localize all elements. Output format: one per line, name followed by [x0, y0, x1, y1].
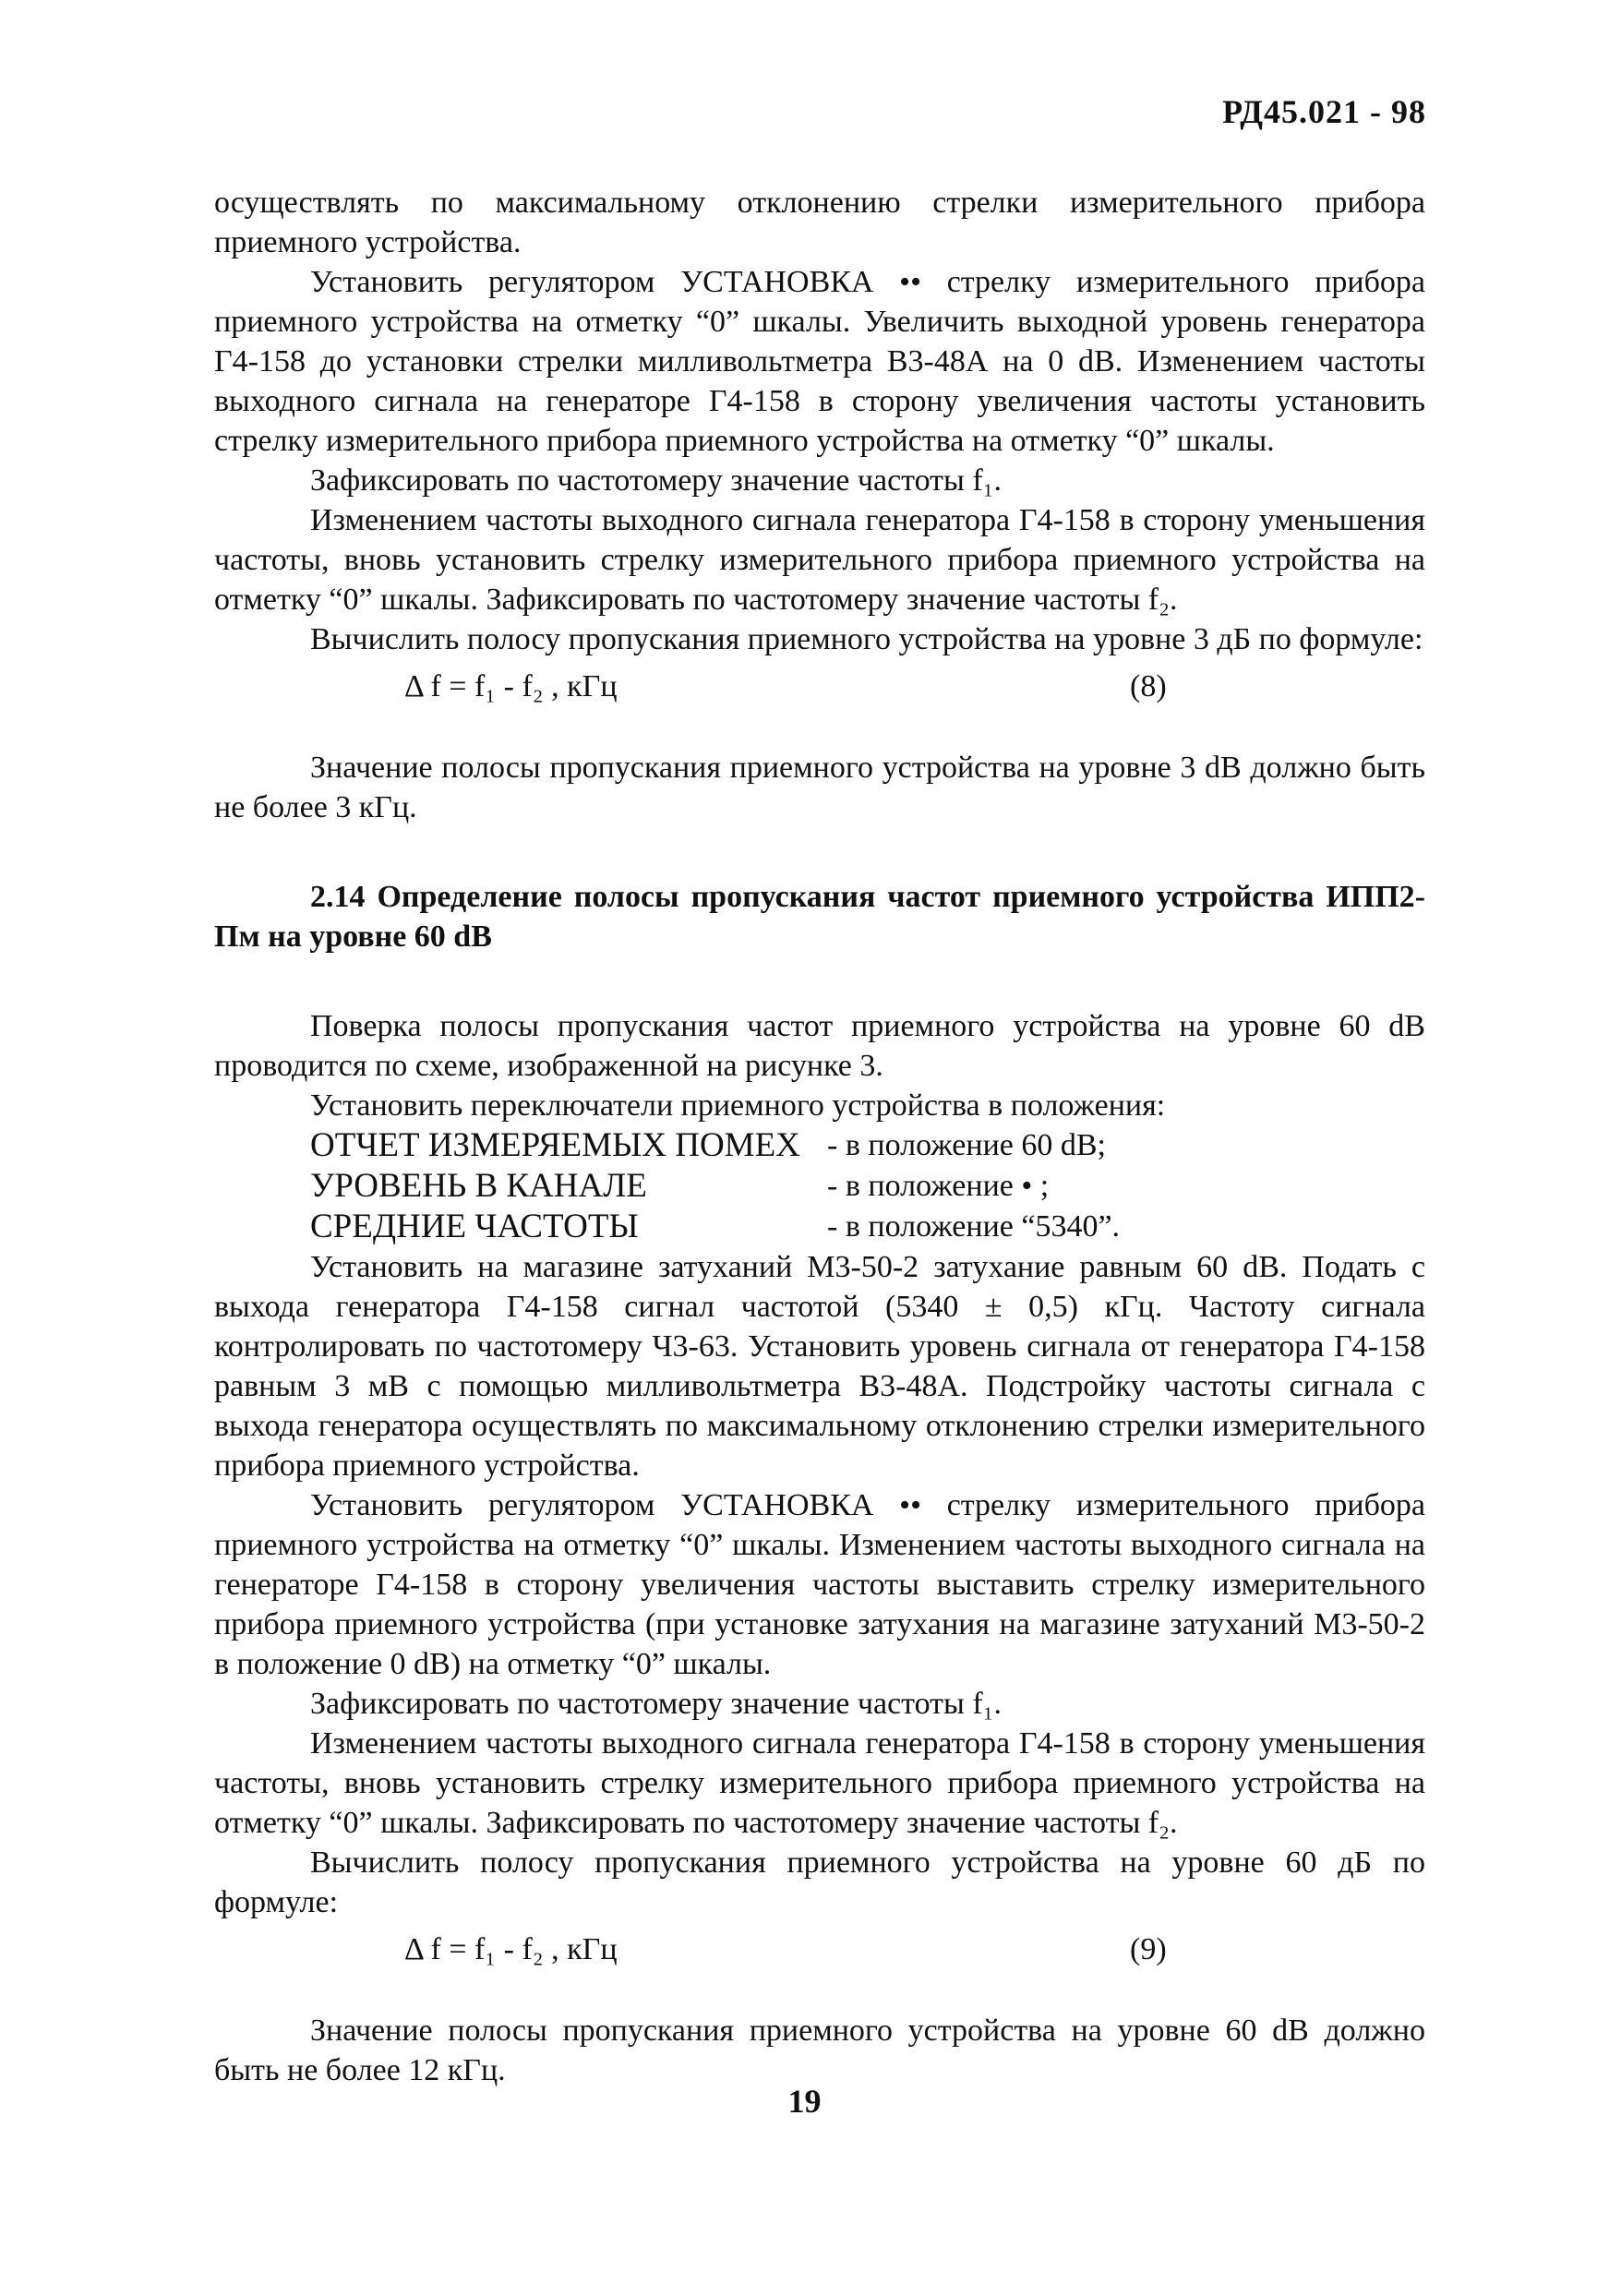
paragraph: Изменением частоты выходного сигнала генератора Г4-158 в сторону уменьшения частоты, вновь установить стрелку измерительного прибора приемного устройства на отметку “0” шкалы. Зафиксировать по частотомеру значение частоты f₂.: [214, 503, 1425, 617]
document-code: РД45.021 - 98: [1222, 93, 1426, 130]
formula-number: (9): [1130, 1932, 1167, 1966]
page-body: [214, 83, 1425, 2090]
paragraph: Изменением частоты выходного сигнала генератора Г4-158 в сторону уменьшения частоты, вновь установить стрелку измерительного прибора приемного устройства на отметку “0” шкалы. Зафиксировать по частотомеру значение частоты f₂.: [214, 1726, 1425, 1840]
switch-value: - в положение 60 dB;: [827, 1128, 1106, 1162]
section-heading: 2.14 Определение полосы пропускания частот приемного устройства ИПП2-Пм на уровне 60 dB: [214, 880, 1425, 954]
paragraph: Установить регулятором УСТАНОВКА •• стрелку измерительного прибора приемного устройства на отметку “0” шкалы. Изменением частоты выходного сигнала на генераторе Г4-158 в сторону увеличения частоты выставить стрелку измерительного прибора приемного устройства (при установке затухания на магазине затуханий М3-50-2 в положение 0 dB) на отметку “0” шкалы.: [214, 1488, 1425, 1681]
paragraph: Поверка полосы пропускания частот приемного устройства на уровне 60 dB проводится по схеме, изображенной на рисунке 3.: [214, 1009, 1425, 1083]
paragraph: Зафиксировать по частотомеру значение частоты f₁.: [310, 1687, 1002, 1721]
paragraph: Значение полосы пропускания приемного устройства на уровне 3 dB должно быть не более 3 кГц.: [214, 751, 1425, 824]
formula-expression: Δ f = f₁ - f₂ , кГц: [404, 1932, 618, 1966]
switch-value: - в положение “5340”.: [827, 1209, 1121, 1244]
paragraph: Установить на магазине затуханий М3-50-2 затухание равным 60 dB. Подать с выхода генератора Г4-158 сигнал частотой (5340 ± 0,5) кГц. Частоту сигнала контролировать по частотомеру Ч3-63. Установить уровень сигнала от генератора Г4-158 равным 3 мВ с помощью милливольтметра В3-48А. Подстройку частоты сигнала с выхода генератора осуществлять по максимальному отклонению стрелки измерительного прибора приемного устройства.: [214, 1250, 1425, 1483]
switch-setting-row: [214, 1125, 1425, 1166]
formula-9: [214, 1929, 1425, 1977]
paragraph: Зафиксировать по частотомеру значение частоты f₁.: [310, 463, 1002, 498]
paragraph: Вычислить полосу пропускания приемного устройства на уровне 3 дБ по формуле:: [310, 622, 1423, 656]
paragraph: Значение полосы пропускания приемного устройства на уровне 60 dB должно быть не более 12 кГц.: [214, 2014, 1425, 2087]
paragraph: Установить переключатели приемного устройства в положения:: [310, 1088, 1166, 1123]
switch-setting-row: [214, 1166, 1425, 1207]
paragraph: Установить регулятором УСТАНОВКА •• стрелку измерительного прибора приемного устройства на отметку “0” шкалы. Увеличить выходной уровень генератора Г4-158 до установки стрелки милливольтметра В3-48А на 0 dB. Изменением частоты выходного сигнала на генераторе Г4-158 в сторону увеличения частоты установить стрелку измерительного прибора приемного устройства на отметку “0” шкалы.: [214, 265, 1425, 458]
paragraph: осуществлять по максимальному отклонению стрелки измерительного прибора приемного устройства.: [214, 186, 1425, 259]
paragraph: Вычислить полосу пропускания приемного устройства на уровне 60 дБ по формуле:: [214, 1845, 1425, 1919]
switch-label: ОТЧЕТ ИЗМЕРЯЕМЫХ ПОМЕХ: [310, 1126, 800, 1164]
formula-expression: Δ f = f₁ - f₂ , кГц: [404, 669, 618, 703]
switch-setting-row: [214, 1207, 1425, 1247]
formula-number: (8): [1130, 669, 1167, 703]
formula-8: [214, 667, 1425, 715]
switch-value: - в положение • ;: [827, 1169, 1050, 1203]
switch-label: УРОВЕНЬ В КАНАЛЕ: [310, 1167, 647, 1205]
switch-label: СРЕДНИЕ ЧАСТОТЫ: [310, 1208, 639, 1245]
page-number: 19: [787, 2083, 822, 2120]
